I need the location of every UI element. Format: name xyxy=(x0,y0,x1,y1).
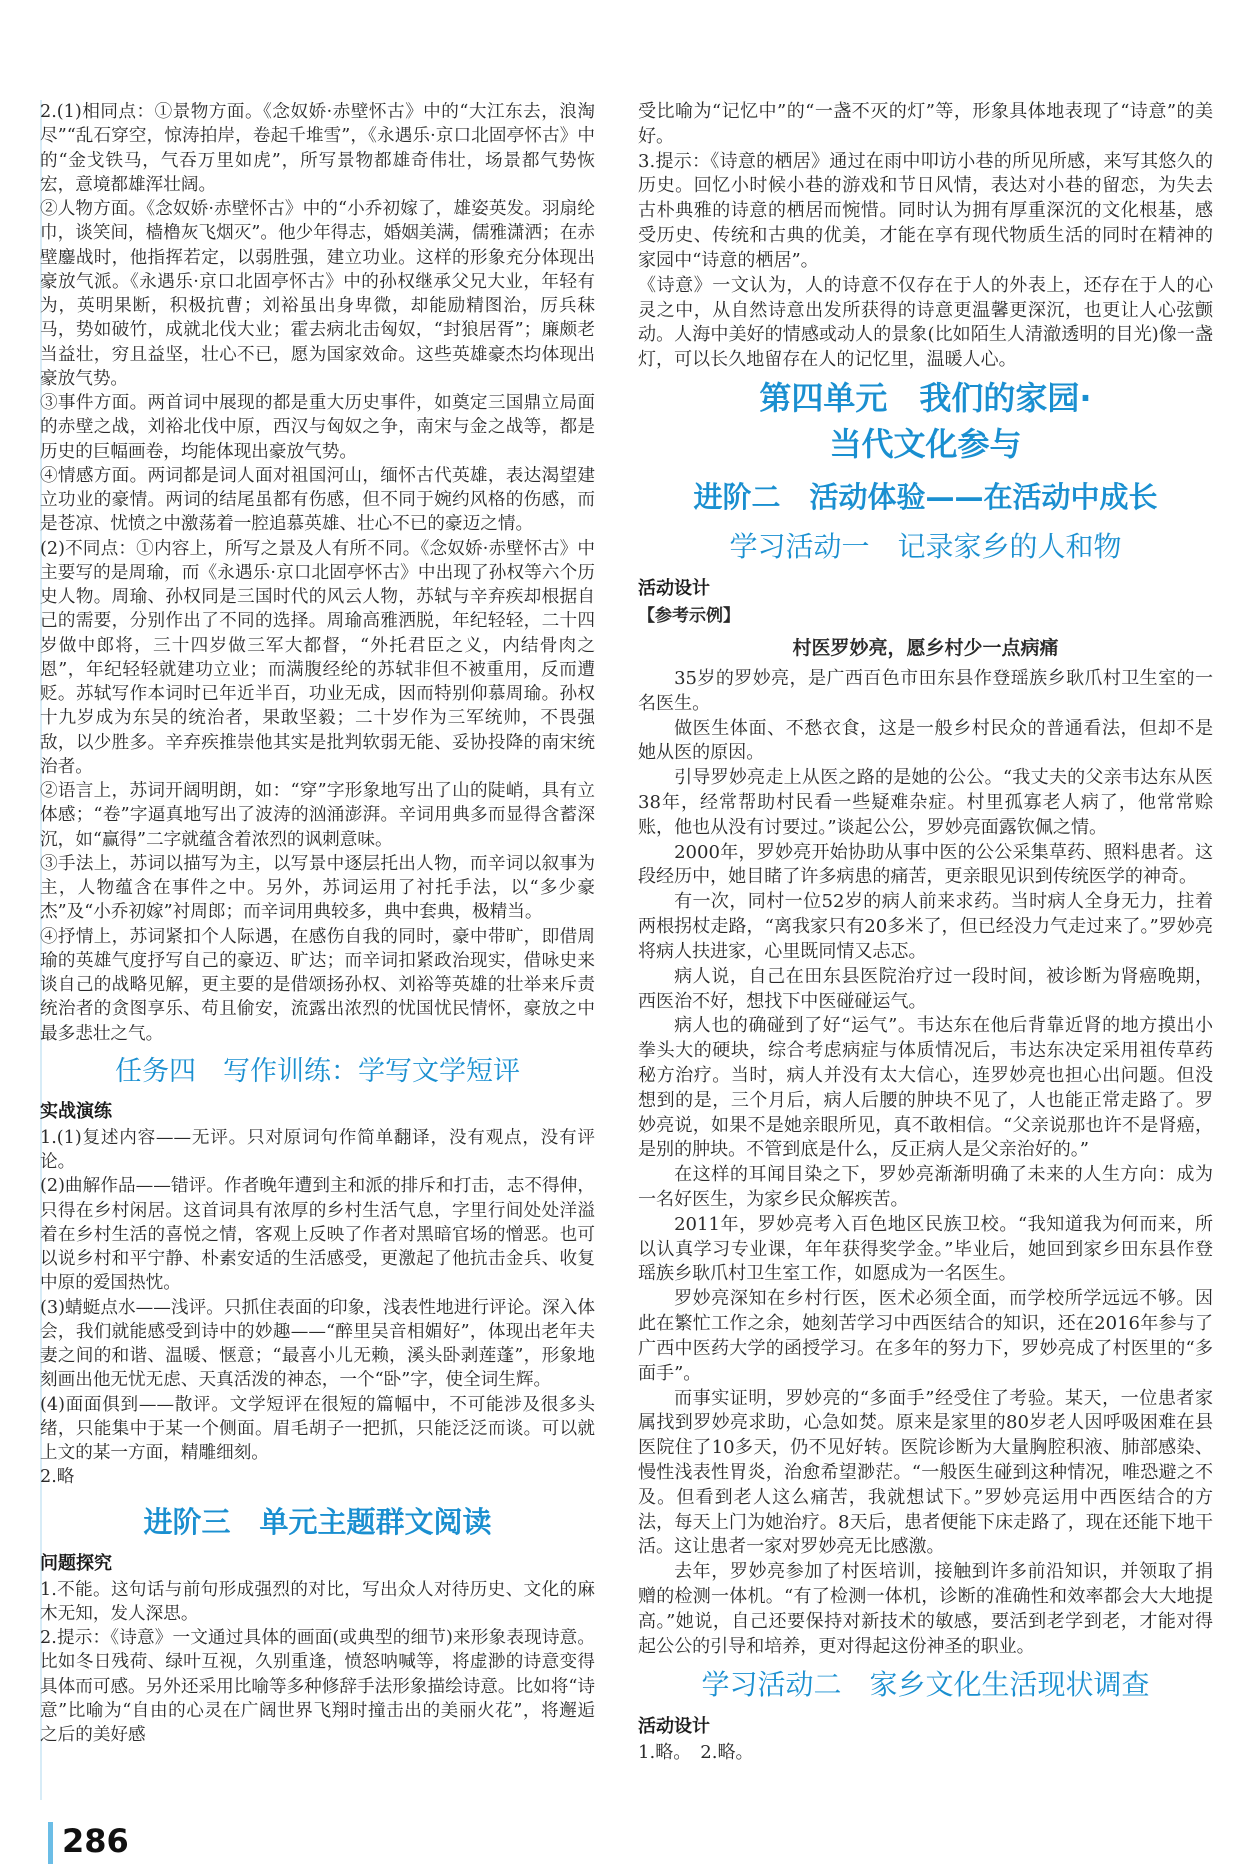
activity-heading-1: 学习活动一 记录家乡的人和物 xyxy=(729,529,1122,563)
section-heading-stage3: 进阶三 单元主题群文阅读 xyxy=(143,1504,492,1539)
right-column xyxy=(638,100,1213,1766)
essay-paragraph: 2011年，罗妙亮考入百色地区民族卫校。“我知道我为何而来，所以认真学习专业课，年年获得奖学金。”毕业后，她回到家乡田东县作登瑶族乡耿爪村卫生室工作，如愿成为一名医生。 xyxy=(638,1213,1213,1285)
essay-paragraph: 2000年，罗妙亮开始协助从事中医的公公采集草药、照料患者。这段经历中，她目睹了许多病患的痛苦，更亲眼见识到传统医学的神奇。 xyxy=(638,841,1213,888)
answer-paragraph: 2.提示：《诗意》一文通过具体的画面(或典型的细节)来形象表现诗意。比如冬日残荷、绿叶互视，久别重逢，愤怒呐喊等，将虚渺的诗意变得具体而可感。另外还采用比喻等多种修辞手法形象描绘诗意。比如将“诗意”比喻为“自由的心灵在广阔世界飞翔时撞击出的美丽火花”，将邂逅之后的美好感 xyxy=(40,1628,595,1745)
essay-paragraph: 罗妙亮深知在乡村行医，医术必须全面，而学校所学远远不够。因此在繁忙工作之余，她刻苦学习中西医结合的知识，还在2016年参与了广西中医药大学的函授学习。在多年的努力下，罗妙亮成了村医里的“多面手”。 xyxy=(638,1288,1213,1384)
answer-paragraph: 1.略。 2.略。 xyxy=(638,1742,754,1764)
answer-paragraph: ③手法上，苏词以描写为主，以写景中逐层托出人物，而辛词以叙事为主，人物蕴含在事件之中。另外，苏词运用了衬托手法，以“多少豪杰”及“小乔初嫁”衬周郎；而辛词用典较多，典中套典，极精当。 xyxy=(40,853,595,923)
essay-paragraph: 去年，罗妙亮参加了村医培训，接触到许多前沿知识，并领取了捐赠的检测一体机。“有了检测一体机，诊断的准确性和效率都会大大地提高。”她说，自己还要保持对新技术的敏感，要活到老学到老，才能对得起公公的引导和培养，更对得起这份神圣的职业。 xyxy=(638,1561,1213,1657)
unit-title-line2: 当代文化参与 xyxy=(829,424,1022,463)
answer-paragraph: (3)蜻蜓点水——浅评。只抓住表面的印象，浅表性地进行评论。深入体会，我们就能感受到诗中的妙趣——“醉里吴音相媚好”，体现出老年夫妻之间的和谐、温暖、惬意；“最喜小儿无赖，溪头卧剥莲蓬”，形象地刻画出他无忧无虑、天真活泼的神态，一个“卧”字，使全词生辉。 xyxy=(40,1297,595,1391)
essay-paragraph: 病人说，自己在田东县医院治疗过一段时间，被诊断为肾癌晚期，西医治不好，想找下中医碰碰运气。 xyxy=(638,965,1213,1012)
essay-paragraph: 引导罗妙亮走上从医之路的是她的公公。“我丈夫的父亲韦达东从医38年，经常帮助村民看一些疑难杂症。村里孤寡老人病了，他常常赊账，他也从没有讨要过。”谈起公公，罗妙亮面露钦佩之情。 xyxy=(638,767,1213,838)
essay-paragraph: 病人也的确碰到了好“运气”。韦达东在他后背靠近肾的地方摸出小拳头大的硬块，综合考虑病症与体质情况后，韦达东决定采用祖传草药秘方治疗。当时，病人并没有太大信心，连罗妙亮也担心出问题。但没想到的是，三个月后，病人后腰的肿块不见了，人也能正常走路了。罗妙亮说，如果不是她亲眼所见，真不敢相信。“父亲说那也许不是肾癌，是别的肿块。不管到底是什么，反正病人是父亲治好的。” xyxy=(638,1015,1213,1161)
essay-paragraph: 35岁的罗妙亮，是广西百色市田东县作登瑶族乡耿爪村卫生室的一名医生。 xyxy=(638,667,1213,714)
subheading-design: 活动设计 xyxy=(638,577,710,599)
section-heading-stage2: 进阶二 活动体验——在活动中成长 xyxy=(693,479,1158,514)
essay-paragraph: 做医生体面、不愁衣食，这是一般乡村民众的普通看法，但却不是她从医的原因。 xyxy=(638,717,1213,764)
answer-paragraph: ②语言上，苏词开阔明朗，如：“穿”字形象地写出了山的陡峭，具有立体感；“卷”字逼真地写出了波涛的汹涌澎湃。辛词用典多而显得含蓄深沉，如“赢得”二字就蕴含着浓烈的讽刺意味。 xyxy=(40,781,595,850)
essay-title: 村医罗妙亮，愿乡村少一点病痛 xyxy=(792,636,1059,659)
page-number: 286 xyxy=(62,1822,129,1860)
subheading-design: 活动设计 xyxy=(638,1716,710,1738)
answer-paragraph: 受比喻为“记忆中”的“一盏不灭的灯”等，形象具体地表现了“诗意”的美好。 xyxy=(638,101,1213,147)
answer-paragraph: 2.(1)相同点：①景物方面。《念奴娇·赤壁怀古》中的“大江东去，浪淘尽”“乱石穿空，惊涛拍岸，卷起千堆雪”，《永遇乐·京口北固亭怀古》中的“金戈铁马，气吞万里如虎”，所写景物都雄奇伟壮，场景都气势恢宏，意境都雄浑壮阔。 xyxy=(40,102,595,195)
answer-paragraph: 3.提示：《诗意的栖居》通过在雨中叩访小巷的所见所感，来写其悠久的历史。回忆小时候小巷的游戏和节日风情，表达对小巷的留恋，为失去古朴典雅的诗意的栖居而惋惜。同时认为拥有厚重深沉的文化根基，感受历史、传统和古典的优美，才能在享有现代物质生活的同时在精神的家园中“诗意的栖居”。 xyxy=(638,150,1213,271)
answer-paragraph: 《诗意》一文认为，人的诗意不仅存在于人的外表上，还存在于人的心灵之中，从自然诗意出发所获得的诗意更温馨更深沉，也更让人心弦颤动。人海中美好的情感或动人的景象(比如陌生人清澈透明的目光)像一盏灯，可以长久地留存在人的记忆里，温暖人心。 xyxy=(638,274,1213,371)
answer-paragraph: ④情感方面。两词都是词人面对祖国河山，缅怀古代英雄，表达渴望建立功业的豪情。两词的结尾虽都有伤感，但不同于婉约风格的伤感，而是苍凉、忧愤之中激荡着一腔追慕英雄、壮心不已的豪迈之情。 xyxy=(40,465,595,535)
answer-paragraph: (2)曲解作品——错评。作者晚年遭到主和派的排斥和打击，志不得伸，只得在乡村闲居。这首词具有浓厚的乡村生活气息，字里行间处处洋溢着在乡村生活的喜悦之情，客观上反映了作者对黑暗官场的憎恶。也可以说乡村和平宁静、朴素安适的生活感受，更激起了他抗击金兵、收复中原的爱国热忱。 xyxy=(40,1176,595,1294)
essay-paragraph: 有一次，同村一位52岁的病人前来求药。当时病人全身无力，拄着两根拐杖走路，“离我家只有20多米了，但已经没力气走过来了。”罗妙亮将病人扶进家，心里既同情又忐忑。 xyxy=(638,891,1213,962)
answer-paragraph: ③事件方面。两首词中展现的都是重大历史事件，如奠定三国鼎立局面的赤壁之战，刘裕北伐中原，西汉与匈奴之争，南宋与金之战等，都是历史的巨幅画卷，均能体现出豪放气势。 xyxy=(40,393,595,462)
answer-paragraph: 2.略 xyxy=(40,1467,75,1488)
page-number-bar xyxy=(48,1822,53,1864)
answer-paragraph: (4)面面俱到——散评。文学短评在很短的篇幅中，不可能涉及很多头绪，只能集中于某一个侧面。眉毛胡子一把抓，只能泛泛而谈。可以就上文的某一方面，精雕细刻。 xyxy=(40,1394,595,1463)
answer-paragraph: ④抒情上，苏词紧扣个人际遇，在感伤自我的同时，豪中带旷，即借周瑜的英雄气度抒写自己的豪迈、旷达；而辛词扣紧政治现实，借咏史来谈自己的战略见解，更主要的是借颂扬孙权、刘裕等英雄的壮举来斥责统治者的贪图享乐、苟且偷安，流露出浓烈的忧国忧民情怀，豪放之中最多悲壮之气。 xyxy=(40,926,595,1044)
subheading-practice: 实战演练 xyxy=(40,1100,112,1122)
answer-paragraph: (2)不同点：①内容上，所写之景及人有所不同。《念奴娇·赤壁怀古》中主要写的是周瑜，而《永遇乐·京口北固亭怀古》中出现了孙权等六个历史人物。周瑜、孙权同是三国时代的风云人物，苏轼与辛弃疾却根据自己的需要，分别作出了不同的选择。周瑜高雅洒脱，年纪轻轻，二十四岁做中郎将，三十四岁做三军大都督，“外托君臣之义，内结骨肉之恩”，年纪轻轻就建功立业；而满腹经纶的苏轼非但不被重用，反而遭贬。苏轼写作本词时已年近半百，功业无成，因而特别仰慕周瑜。孙权十九岁成为东吴的统治者，果敢坚毅；二十岁作为三军统帅，不畏强敌，以少胜多。辛弃疾推崇他其实是批判软弱无能、妥协投降的南宋统治者。 xyxy=(40,538,595,777)
activity-heading-2: 学习活动二 家乡文化生活现状调查 xyxy=(701,1668,1150,1702)
answer-paragraph: 1.不能。这句话与前句形成强烈的对比，写出众人对待历史、文化的麻木无知，发人深思。 xyxy=(40,1579,595,1624)
unit-title-line1: 第四单元 我们的家园· xyxy=(759,378,1092,417)
left-column xyxy=(40,100,595,1747)
reference-example-label: 【参考示例】 xyxy=(638,605,740,626)
section-heading-task4: 任务四 写作训练：学写文学短评 xyxy=(115,1055,520,1087)
essay-paragraph: 在这样的耳闻目染之下，罗妙亮渐渐明确了未来的人生方向：成为一名好医生，为家乡民众解疾苦。 xyxy=(638,1164,1213,1210)
answer-paragraph: 1.(1)复述内容——无评。只对原词句作简单翻译，没有观点，没有评论。 xyxy=(40,1127,595,1172)
subheading-inquiry: 问题探究 xyxy=(40,1552,112,1574)
essay-paragraph: 而事实证明，罗妙亮的“多面手”经受住了考验。某天，一位患者家属找到罗妙亮求助，心急如焚。原来是家里的80岁老人因呼吸困难在县医院住了10多天，仍不见好转。医院诊断为大量胸腔积液、肺部感染、慢性浅表性胃炎，治愈希望渺茫。“一般医生碰到这种情况，唯恐避之不及。但看到老人这么痛苦，我就想试下。”罗妙亮运用中西医结合的方法，每天上门为她治疗。8天后，患者便能下床走路了，现在还能下地干活。这让患者一家对罗妙亮无比感激。 xyxy=(638,1387,1213,1558)
answer-paragraph: ②人物方面。《念奴娇·赤壁怀古》中的“小乔初嫁了，雄姿英发。羽扇纶巾，谈笑间，樯橹灰飞烟灭”。他少年得志，婚姻美满，儒雅潇洒；在赤壁鏖战时，他指挥若定，以弱胜强，建立功业。这样的形象充分体现出豪放气派。《永遇乐·京口北固亭怀古》中的孙权继承父兄大业，年轻有为，英明果断，积极抗曹；刘裕虽出身卑微，却能励精图治，厉兵秣马，势如破竹，成就北伐大业；霍去病北击匈奴，“封狼居胥”；廉颇老当益壮，穷且益坚，壮心不已，愿为国家效命。这些英雄豪杰均体现出豪放气势。 xyxy=(40,199,595,389)
